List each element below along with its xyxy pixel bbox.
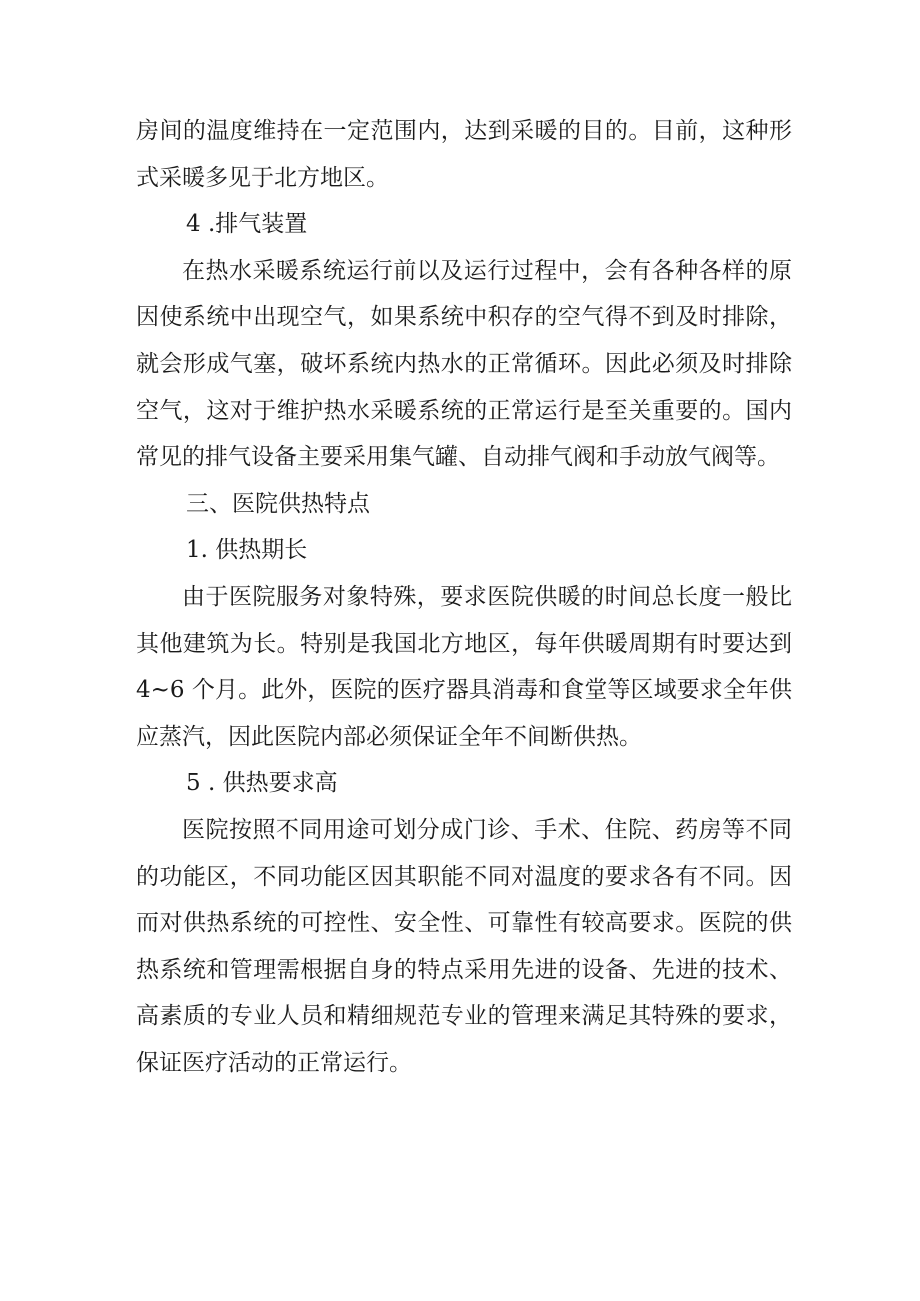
paragraph-line: 高素质的专业人员和精细规范专业的管理来满足其特殊的要求， bbox=[136, 1003, 792, 1030]
paragraph-line: 其他建筑为长。特别是我国北方地区，每年供暖周期有时要达到 bbox=[136, 630, 792, 657]
document-body bbox=[136, 108, 792, 1086]
paragraph-line: 热系统和管理需根据自身的特点采用先进的设备、先进的技术、 bbox=[136, 956, 792, 983]
paragraph-line: 4~6 个月。此外，医院的医疗器具消毒和食堂等区域要求全年供 bbox=[136, 677, 792, 704]
paragraph-line: 因使系统中出现空气，如果系统中积存的空气得不到及时排除， bbox=[136, 304, 792, 331]
paragraph-line: 应蒸汽，因此医院内部必须保证全年不间断供热。 bbox=[136, 723, 642, 750]
paragraph-line: 就会形成气塞，破坏系统内热水的正常循环。因此必须及时排除 bbox=[136, 350, 792, 377]
section-heading: 4 .排气装置 bbox=[186, 211, 308, 238]
subsection-heading: 5 . 供热要求高 bbox=[186, 770, 338, 797]
paragraph-line: 空气，这对于维护热水采暖系统的正常运行是至关重要的。国内 bbox=[136, 397, 792, 424]
subsection-heading: 1. 供热期长 bbox=[186, 537, 308, 564]
paragraph-line: 由于医院服务对象特殊，要求医院供暖的时间总长度一般比 bbox=[182, 583, 792, 610]
paragraph-line: 的功能区，不同功能区因其职能不同对温度的要求各有不同。因 bbox=[136, 863, 792, 890]
paragraph-line: 在热水采暖系统运行前以及运行过程中，会有各种各样的原 bbox=[182, 257, 792, 284]
paragraph-line: 常见的排气设备主要采用集气罐、自动排气阀和手动放气阀等。 bbox=[136, 444, 780, 471]
paragraph-line: 式采暖多见于北方地区。 bbox=[136, 164, 389, 191]
paragraph-line: 医院按照不同用途可划分成门诊、手术、住院、药房等不同 bbox=[182, 816, 792, 843]
paragraph-line: 房间的温度维持在一定范围内，达到采暖的目的。目前，这种形 bbox=[136, 118, 792, 144]
paragraph-line: 保证医疗活动的正常运行。 bbox=[136, 1049, 412, 1076]
paragraph-line: 而对供热系统的可控性、安全性、可靠性有较高要求。医院的供 bbox=[136, 910, 792, 937]
section-heading: 三、医院供热特点 bbox=[186, 490, 370, 517]
